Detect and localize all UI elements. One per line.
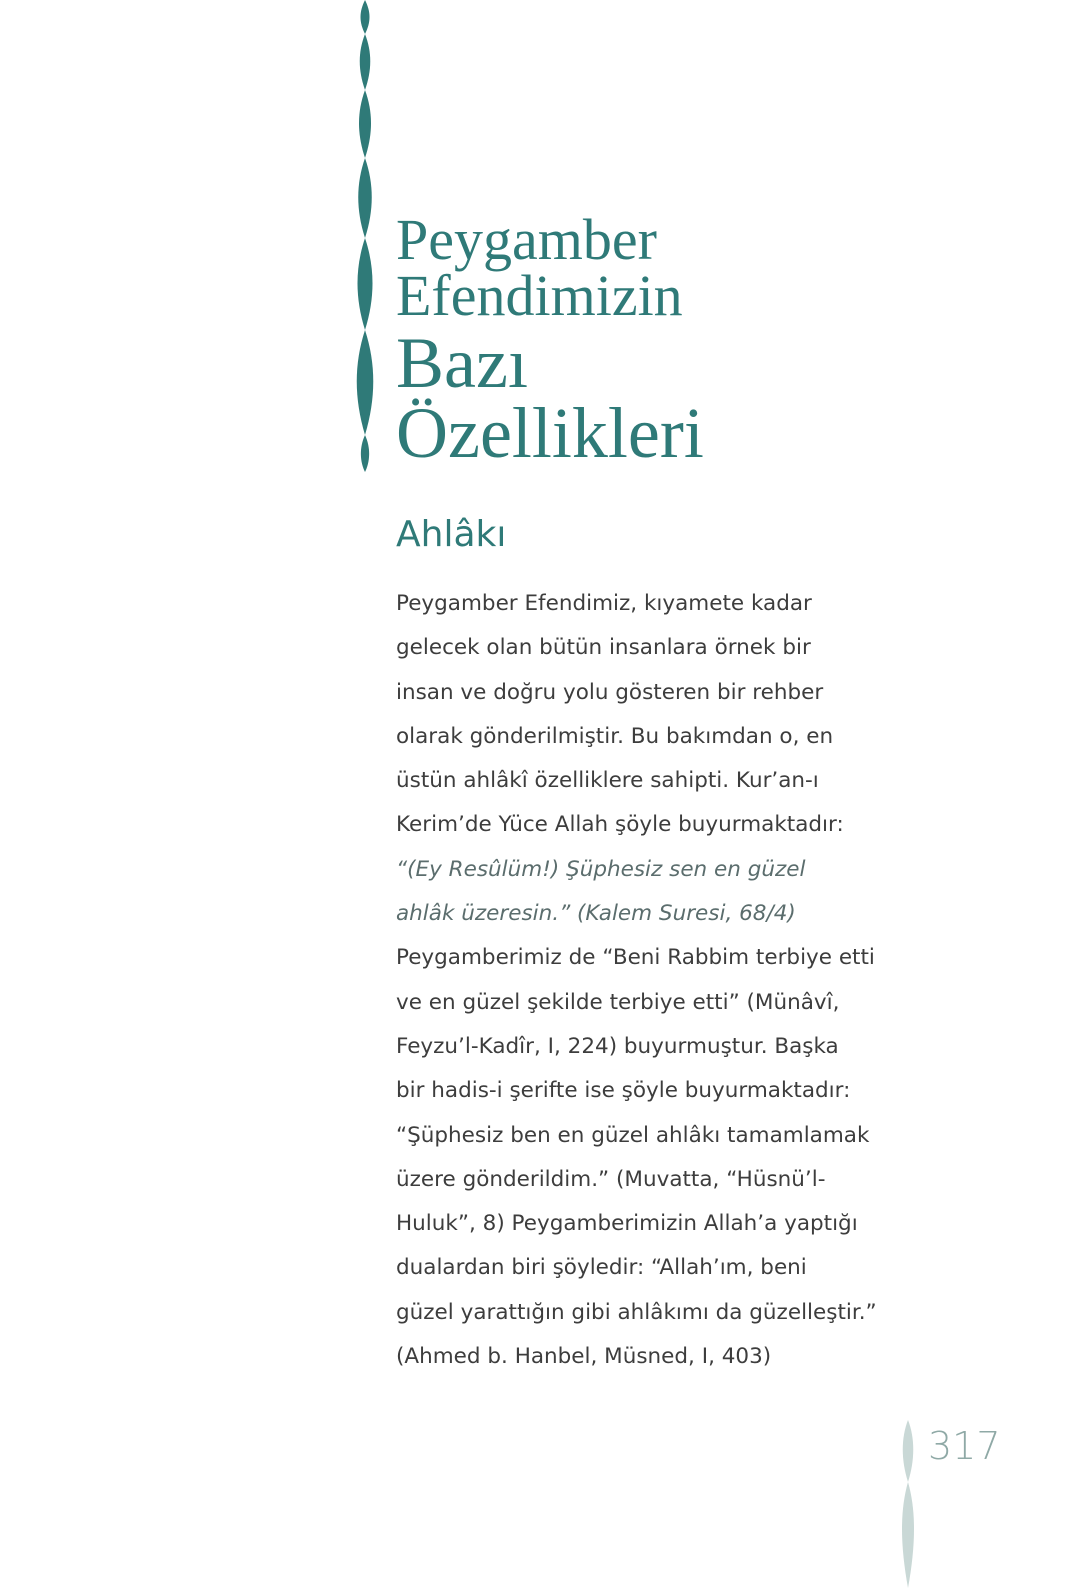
title-line-1: Peygamber (396, 207, 657, 272)
title-line-2: Efendimizin (396, 263, 683, 328)
body-line: “Şüphesiz ben en güzel ahlâkı tamamlamak (396, 1122, 870, 1148)
body-line: Huluk”, 8) Peygamberimizin Allah’a yaptığı (396, 1211, 858, 1237)
body-line: (Ahmed b. Hanbel, Müsned, I, 403) (396, 1344, 772, 1370)
body-line: bir hadis-i şerifte ise şöyle buyurmaktadır: (396, 1078, 851, 1104)
body-line: Kerim’de Yüce Allah şöyle buyurmaktadır: (396, 812, 844, 838)
quran-quote-line: ahlâk üzeresin.” (Kalem Suresi, 68/4) (396, 901, 796, 927)
quran-quote-line: “(Ey Resûlüm!) Şüphesiz sen en güzel (396, 856, 806, 882)
body-line: güzel yarattığın gibi ahlâkımı da güzelleştir.” (396, 1299, 877, 1325)
body-line: Peygamberimiz de “Beni Rabbim terbiye etti (396, 945, 875, 971)
title-line-4: Özellikleri (396, 393, 704, 473)
body-line: dualardan biri şöyledir: “Allah’ım, beni (396, 1255, 807, 1281)
body-line: üzere gönderildim.” (Muvatta, “Hüsnü’l- (396, 1166, 826, 1192)
body-line: üstün ahlâkî özelliklere sahipti. Kur’an-ı (396, 768, 819, 794)
vertical-bead-chain-icon (350, 0, 380, 475)
vertical-leaf-ornament-icon (896, 1420, 920, 1588)
body-line: insan ve doğru yolu gösteren bir rehber (396, 679, 824, 705)
title-line-3: Bazı (396, 323, 528, 403)
section-heading: Ahlâkı (396, 514, 507, 555)
body-line: Feyzu’l-Kadîr, I, 224) buyurmuştur. Başka (396, 1033, 839, 1059)
leaf-ornament (902, 1420, 914, 1588)
body-line: olarak gönderilmiştir. Bu bakımdan o, en (396, 723, 834, 749)
body-paragraph (396, 582, 896, 1379)
bead-chain (357, 0, 374, 472)
page-number: 317 (928, 1424, 1001, 1468)
body-line: gelecek olan bütün insanlara örnek bir (396, 635, 811, 661)
body-line: ve en güzel şekilde terbiye etti” (Münâvî, (396, 989, 840, 1015)
body-line: Peygamber Efendimiz, kıyamete kadar (396, 591, 812, 616)
page-title (396, 207, 704, 473)
